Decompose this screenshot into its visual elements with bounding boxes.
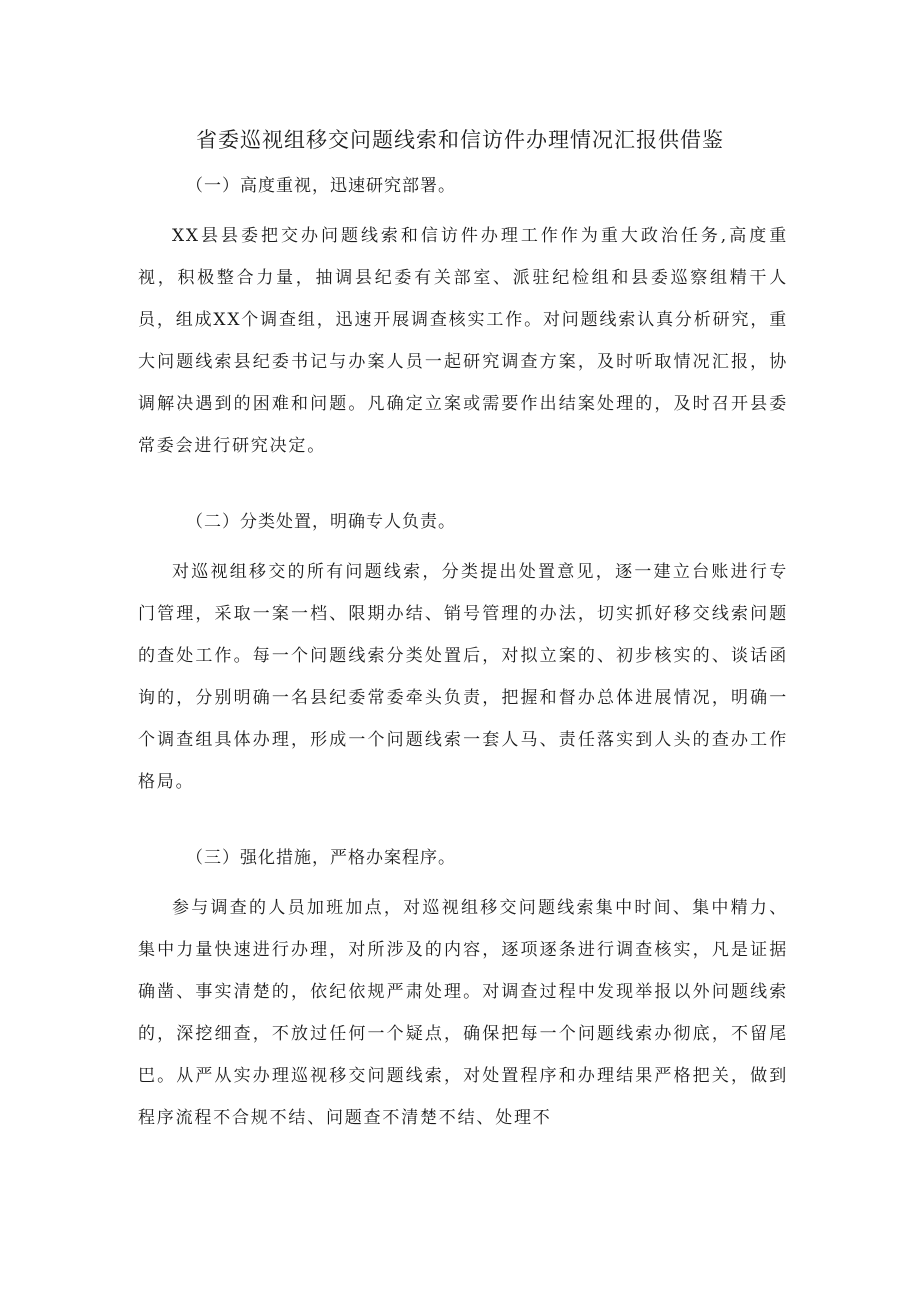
section-1-body: XX县县委把交办问题线索和信访件办理工作作为重大政治任务,高度重视，积极整合力量，抽调县纪委有关部室、派驻纪检组和县委巡察组精干人员，组成XX个调查组，迅速开展调查核实工作。对问题线索认真分析研究，重大问题线索县纪委书记与办案人员一起研究调查方案，及时听取情况汇报，协调解决遇到的困难和问题。凡确定立案或需要作出结案处理的，及时召开县委常委会进行研究决定。 [138, 226, 788, 456]
section-2-heading: （二）分类处置，明确专人负责。 [186, 512, 456, 532]
document-title: 省委巡视组移交问题线索和信访件办理情况汇报供借鉴 [196, 128, 724, 152]
section-2-body: 对巡视组移交的所有问题线索，分类提出处置意见，逐一建立台账进行专门管理，采取一案一档、限期办结、销号管理的办法，切实抓好移交线索问题的查处工作。每一个问题线索分类处置后，对拟立案的、初步核实的、谈话函询的，分别明确一名县纪委常委牵头负责，把握和督办总体进展情况，明确一个调查组具体办理，形成一个问题线索一套人马、责任落实到人头的查办工作格局。 [138, 562, 788, 792]
section-1-heading: （一）高度重视，迅速研究部署。 [186, 176, 456, 196]
section-3-body: 参与调查的人员加班加点，对巡视组移交问题线索集中时间、集中精力、集中力量快速进行办理，对所涉及的内容，逐项逐条进行调查核实，凡是证据确凿、事实清楚的，依纪依规严肃处理。对调查过程中发现举报以外问题线索的，深挖细查，不放过任何一个疑点，确保把每一个问题线索办彻底，不留尾巴。从严从实办理巡视移交问题线索，对处置程序和办理结果严格把关，做到程序流程不合规不结、问题查不清楚不结、处理不 [138, 898, 788, 1128]
section-3-heading: （三）强化措施，严格办案程序。 [186, 848, 456, 868]
